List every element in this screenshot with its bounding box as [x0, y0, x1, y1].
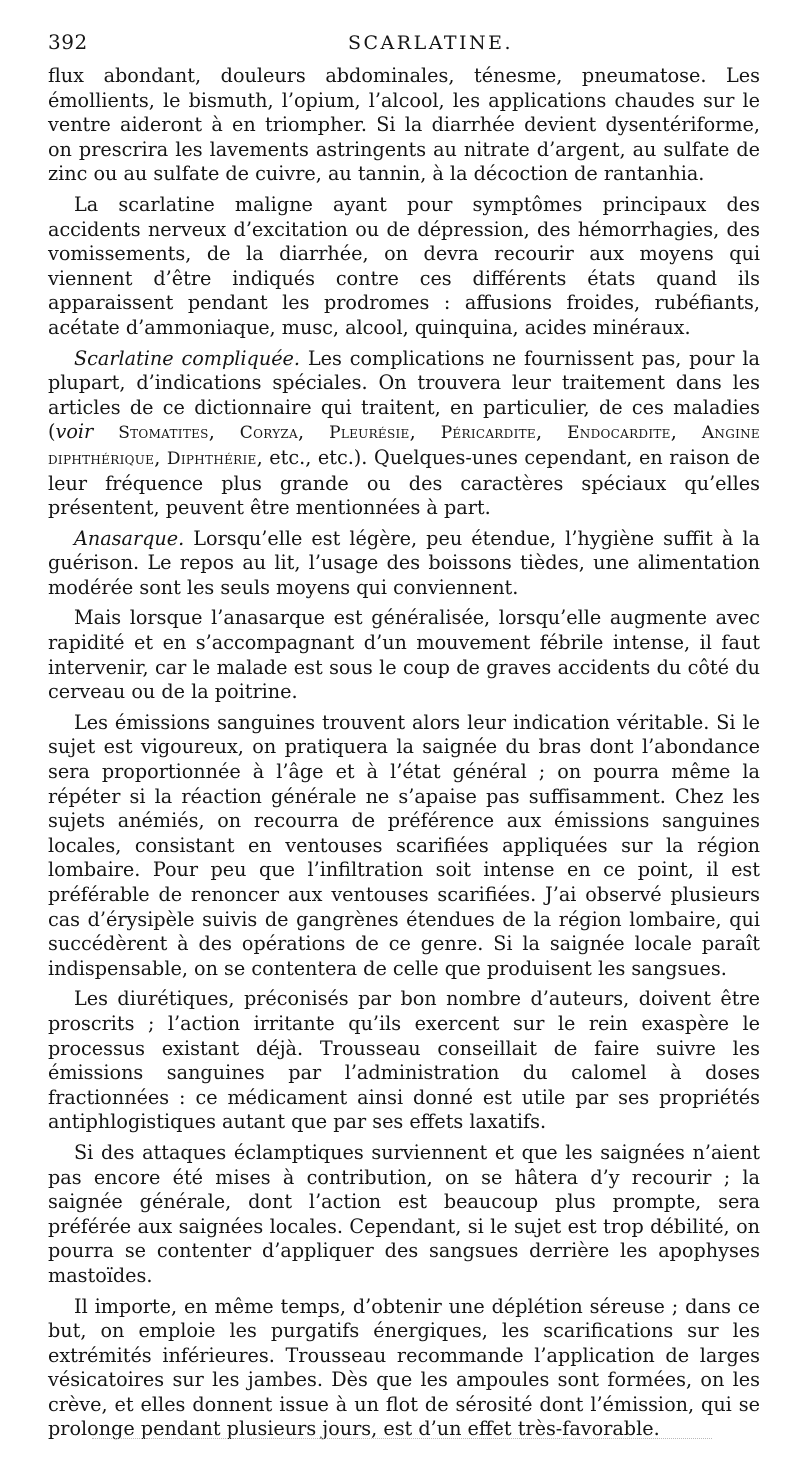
paragraph-text — [93, 420, 118, 443]
paragraph-text: Lorsqu’elle est légère, peu étendue, l’hygiène suffit à la guérison. Le repos au lit, l’usage des boissons tièdes, une alimentation modérée sont les seuls moyens qui conviennent. — [48, 526, 760, 599]
paragraph-text: Il importe, en même temps, d’obtenir une déplétion séreuse ; dans ce but, on emploie les purgatifs énergiques, les scarifications sur les extrémités inférieures. Trousseau recommande l’application de larges vésicatoires sur les jambes. Dès que les ampoules sont formées, on les crève, et elles donnent issue à un flot de sérosité dont l’émission, qui se prolonge pendant plusieurs jours, est d’un effet très-favorable. — [48, 1294, 760, 1441]
page-number: 392 — [48, 30, 88, 54]
paragraph-text: Scarlatine compliquée. — [74, 346, 301, 370]
paragraph-text: Endocardite — [567, 423, 671, 444]
paragraph-p8 — [48, 1141, 760, 1289]
paragraph-text: Les émissions sanguines trouvent alors leur indication véritable. Si le sujet est vigoureux, on pratiquera la saignée du bras dont l’abondance sera proportionnée à l’âge et à l’état général ; on pourra même la répéter si la réaction générale ne s’apaise pas suffisamment. Chez les sujets anémiés, on recourra de préférence aux émissions sanguines locales, consistant en ventouses scarifiées appliquées sur la région lombaire. Pour peu que l’infiltration soit intense en ce point, il est préférable de renoncer aux ventouses scarifiées. J’ai observé plusieurs cas d’érysipèle suivis de gangrènes étendues de la région lombaire, qui succédèrent à des opérations de ce genre. Si la saignée locale paraît indispensable, on se contentera de celle que produisent les sangsues. — [48, 710, 760, 980]
paragraph-text: Les complications ne fournissent pas, pour la plupart, d’indications spéciales. On trouvera leur traitement dans les articles de ce dictionnaire qui traitent, en particulier, de ces maladies ( — [48, 346, 760, 444]
paragraph-p9 — [48, 1295, 760, 1443]
paragraph-text: La scarlatine maligne ayant pour symptômes principaux des accidents nerveux d’excitation ou de dépression, des hémorrhagies, des vomissements, de la diarrhée, on devra recourir aux moyens qui viennent d’être indiqués contre ces différents états quand ils apparaissent pendant les prodromes : affusions froides, rubéfiants, acétate d’ammoniaque, musc, alcool, quinquina, acides minéraux. — [48, 192, 760, 339]
paragraph-text: Mais lorsque l’anasarque est généralisée, lorsqu’elle augmente avec rapidité et en s’accompagnant d’un mouvement fébrile intense, il faut intervenir, car le malade est sous le coup de graves accidents du côté du cerveau ou de la poitrine. — [48, 606, 760, 704]
paragraph-text: , — [298, 420, 330, 444]
paragraph-text: Diphthérie — [166, 448, 257, 469]
body-text — [48, 64, 760, 1442]
paragraph-text: Angine diphthérique — [48, 423, 760, 469]
paragraph-text: Les diurétiques, préconisés par bon nombre d’auteurs, doivent être proscrits ; l’action irritante qu’ils exercent sur le rein exaspère le processus existant déjà. Trousseau conseillait de faire suivre les émissions sanguines par l’administration du calomel à doses fractionnées : ce médicament ainsi donné est utile par ses propriétés antiphlogistiques autant que par ses effets laxatifs. — [48, 987, 760, 1134]
running-title: SCARLATINE. — [348, 32, 514, 54]
paragraph-text: Péricardite — [440, 423, 536, 444]
paragraph-p5 — [48, 606, 760, 704]
paragraph-text: , — [409, 420, 441, 444]
paragraph-p3 — [48, 347, 760, 521]
paragraph-text: , — [154, 445, 167, 469]
paragraph-text: Anasarque. — [74, 526, 185, 550]
paragraph-text: Si des attaques éclamptiques surviennent et que les saignées n’aient pas encore été mises à contribution, on se hâtera d’y recourir ; la saignée générale, dont l’action est beaucoup plus prompte, sera préférée aux saignées locales. Cependant, si le sujet est trop débilité, on pourra se contenter d’appliquer des sangsues derrière les apophyses mastoïdes. — [48, 1140, 760, 1287]
paragraph-text: , — [535, 420, 568, 444]
paragraph-text: flux abondant, douleurs abdominales, ténesme, pneumatose. Les émollients, le bismuth, l’opium, l’alcool, les applications chaudes sur le ventre aideront à en triompher. Si la diarrhée devient dysentériforme, on prescrira les lavements astringents au nitrate d’argent, au sulfate de zinc ou au sulfate de cuivre, au tannin, à la décoction de rantanhia. — [48, 64, 760, 186]
paragraph-p4 — [48, 527, 760, 601]
footer-rule — [92, 1438, 712, 1439]
paragraph-text: , etc., etc.). Quelques-unes cependant, en raison de leur fréquence plus grande ou des caractères spéciaux qu’elles présentent, peuvent être mentionnées à part. — [48, 445, 761, 520]
paragraph-text: Coryza — [239, 423, 299, 444]
paragraph-text: , — [670, 420, 702, 444]
paragraph-text: , — [208, 420, 240, 444]
paragraph-p1 — [48, 64, 760, 187]
paragraph-p2 — [48, 193, 760, 341]
paragraph-p6 — [48, 711, 760, 982]
paragraph-p7 — [48, 987, 760, 1135]
paragraph-text: voir — [55, 420, 94, 444]
paragraph-text: Stomatites — [118, 423, 209, 444]
paragraph-text: Pleurésie — [329, 423, 410, 444]
page-header — [48, 28, 760, 62]
